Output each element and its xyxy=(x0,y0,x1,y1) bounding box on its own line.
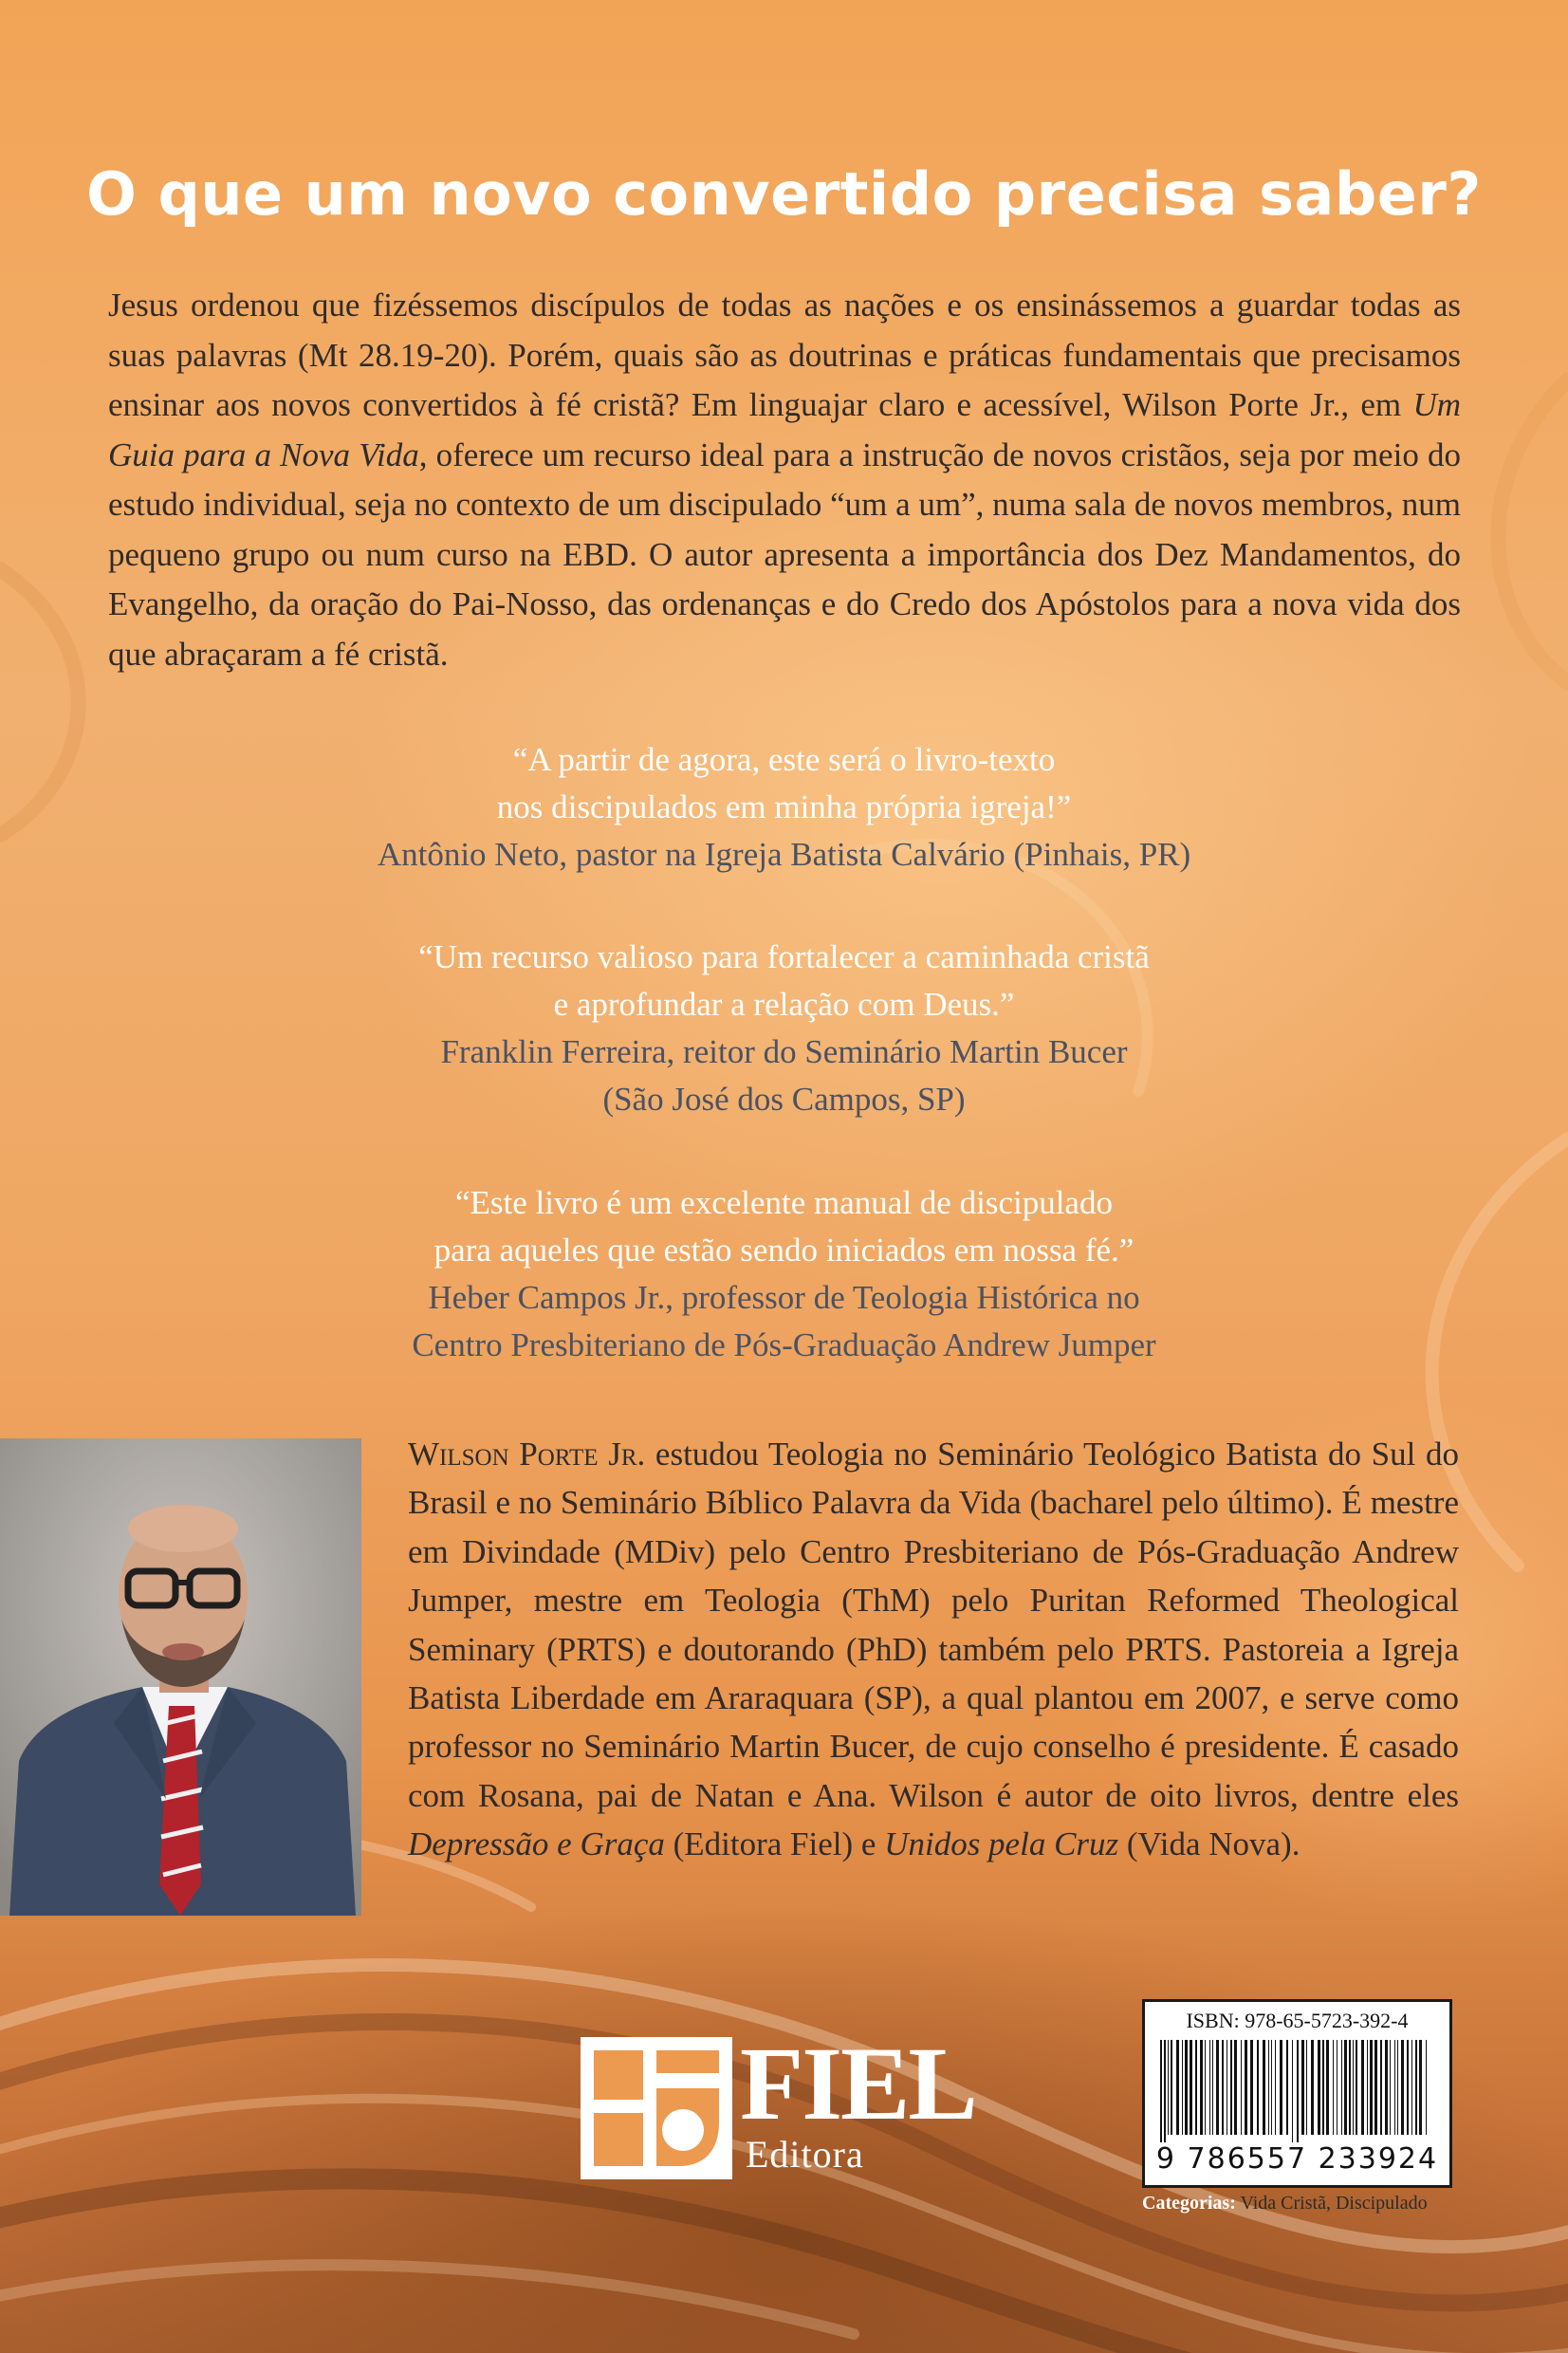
author-bio: Wilson Porte Jr. estudou Teologia no Seminário Teológico Batista do Sul do Brasil e no Seminário Bíblico Palavra da Vida (bacharel pelo último). É mestre em Divindade (MDiv) pelo Centro Presbiteriano de Pós-Graduação Andrew Jumper, mestre em Teologia (ThM) pelo Puritan Reformed Theological Seminary (PRTS) e doutorando (PhD) também pelo PRTS. Pastoreia a Igreja Batista Liberdade em Araraquara (SP), a qual plantou em 2007, e serve como professor no Seminário Martin Bucer, de cujo conselho é presidente. É casado com Rosana, pai de Natan e Ana. Wilson é autor de oito livros, dentre eles Depressão e Graça (Editora Fiel) e Unidos pela Cruz (Vida Nova). xyxy=(408,1436,1459,1863)
barcode-bar xyxy=(1286,2040,1288,2135)
barcode-bar xyxy=(1415,2040,1417,2135)
categories xyxy=(1142,2192,1468,2214)
barcode-bar xyxy=(1326,2040,1329,2135)
barcode-bar xyxy=(1344,2040,1347,2135)
barcode-bar xyxy=(1182,2040,1183,2135)
barcode-bar xyxy=(1160,2040,1162,2142)
endorsement-quote-line: “A partir de agora, este será o livro-texto xyxy=(512,741,1056,778)
barcode-bar xyxy=(1394,2040,1395,2135)
book-title-italic: Depressão e Graça xyxy=(408,1825,665,1863)
headline: O que um novo convertido precisa saber? xyxy=(86,159,1482,229)
barcode-bar xyxy=(1353,2040,1354,2135)
endorsement-source: Franklin Ferreira, reitor do Seminário Martin Bucer xyxy=(440,1033,1128,1070)
barcode-bar xyxy=(1390,2040,1391,2135)
barcode-bar xyxy=(1185,2040,1188,2135)
barcode-bar xyxy=(1271,2040,1272,2135)
barcode-bar xyxy=(1349,2040,1351,2135)
barcode-bar xyxy=(1333,2040,1334,2135)
publisher-name: FIEL xyxy=(740,2026,976,2141)
isbn-label: ISBN: 978-65-5723-392-4 xyxy=(1186,2009,1409,2032)
author-name: Wilson Porte Jr. xyxy=(408,1436,646,1473)
publisher-logo xyxy=(581,2026,988,2179)
endorsement-3 xyxy=(0,1179,1568,1369)
barcode-bar xyxy=(1397,2040,1398,2135)
synopsis: Jesus ordenou que fizéssemos discípulos de todas as nações e os ensinássemos a guardar todas as suas palavras (Mt 28.19-20). Porém, quais são as doutrinas e práticas fundamentais que precisamos ensinar aos novos convertidos à fé cristã? Em linguajar claro e acessível, Wilson Porte Jr., em Um Guia para a Nova Vida, oferece um recurso ideal para a instrução de novos cristãos, seja por meio do estudo individual, seja no contexto de um discipulado “um a um”, numa sala de novos membros, num pequeno grupo ou num curso na EBD. O autor apresenta a importância dos Dez Mandamentos, do Evangelho, da oração do Pai-Nosso, das ordenanças e do Credo dos Apóstolos para a nova vida dos que abraçaram a fé cristã. xyxy=(108,287,1461,673)
barcode-bar xyxy=(1297,2040,1299,2142)
barcode-bar xyxy=(1370,2040,1373,2135)
barcode-bar xyxy=(1311,2040,1314,2135)
barcode-bar xyxy=(1263,2040,1265,2135)
barcode-bar xyxy=(1168,2040,1169,2135)
barcode-bar xyxy=(1245,2040,1247,2135)
barcode-bar xyxy=(1292,2040,1293,2142)
endorsement-2 xyxy=(0,934,1568,1123)
barcode-bar xyxy=(1257,2040,1259,2135)
categories-value: Vida Cristã, Discipulado xyxy=(1240,2193,1428,2214)
barcode-bar xyxy=(1306,2040,1307,2135)
barcode-bar xyxy=(1241,2040,1242,2135)
barcode-bar xyxy=(1268,2040,1269,2135)
barcode-bar xyxy=(1176,2040,1179,2135)
barcode-bar xyxy=(1212,2040,1213,2135)
barcode-bar xyxy=(1407,2040,1409,2135)
barcode-bar xyxy=(1280,2040,1282,2135)
barcode-bar xyxy=(1367,2040,1368,2135)
endorsement-quote-line: “Um recurso valioso para fortalecer a caminhada cristã xyxy=(418,938,1150,975)
author-photo xyxy=(0,1438,361,1916)
barcode-bar xyxy=(1209,2040,1210,2135)
barcode-bar xyxy=(1205,2040,1206,2135)
endorsement-quote-line: nos discipulados em minha própria igreja!” xyxy=(496,788,1072,825)
book-title-italic: Um Guia para a Nova Vida xyxy=(108,386,1461,473)
barcode-bar xyxy=(1426,2040,1427,2135)
barcode-bar xyxy=(1419,2040,1422,2135)
barcode-bar xyxy=(1322,2040,1324,2135)
endorsement-quote-line: para aqueles que estão sendo iniciados em nossa fé.” xyxy=(434,1232,1134,1269)
barcode-bar xyxy=(1222,2040,1224,2135)
endorsement-source: Centro Presbiteriano de Pós-Graduação Andrew Jumper xyxy=(412,1326,1156,1363)
barcode-bar xyxy=(1356,2040,1357,2135)
isbn-barcode xyxy=(1142,1999,1452,2188)
barcode-bar xyxy=(1341,2040,1342,2135)
endorsement-quote-line: “Este livro é um excelente manual de discipulado xyxy=(455,1184,1113,1221)
barcode-bar xyxy=(1301,2040,1304,2135)
barcode-bar xyxy=(1200,2040,1203,2135)
endorsement-1 xyxy=(0,736,1568,879)
barcode-bar xyxy=(1401,2040,1404,2135)
barcode-bar xyxy=(1216,2040,1219,2135)
barcode-bar xyxy=(1361,2040,1364,2135)
endorsement-source: Heber Campos Jr., professor de Teologia Histórica no xyxy=(428,1279,1140,1316)
isbn-digits: 9 786557 233924 xyxy=(1155,2142,1439,2176)
book-title-italic: Unidos pela Cruz xyxy=(884,1825,1119,1863)
barcode-bar xyxy=(1164,2040,1166,2142)
barcode-bar xyxy=(1171,2040,1172,2135)
categories-label: Categorias: xyxy=(1142,2193,1236,2214)
barcode-bar xyxy=(1234,2040,1237,2135)
barcode-bar xyxy=(1374,2040,1377,2135)
barcode-bar xyxy=(1195,2040,1197,2135)
barcode-bar xyxy=(1230,2040,1232,2135)
barcode-bar xyxy=(1190,2040,1192,2135)
barcode-bar xyxy=(1411,2040,1412,2135)
endorsement-source: (São José dos Campos, SP) xyxy=(602,1081,966,1118)
barcode-bar xyxy=(1385,2040,1388,2135)
barcode-bar xyxy=(1275,2040,1276,2135)
barcode-bar xyxy=(1250,2040,1253,2135)
fiel-logo-icon xyxy=(581,2037,732,2179)
endorsement-source: Antônio Neto, pastor na Igreja Batista Calvário (Pinhais, PR) xyxy=(377,836,1191,873)
barcode-icon xyxy=(1156,2040,1438,2142)
endorsement-quote-line: e aprofundar a relação com Deus.” xyxy=(553,986,1015,1023)
barcode-bar xyxy=(1380,2040,1382,2135)
publisher-subtitle: Editora xyxy=(746,2133,864,2176)
barcode-bar xyxy=(1318,2040,1320,2135)
